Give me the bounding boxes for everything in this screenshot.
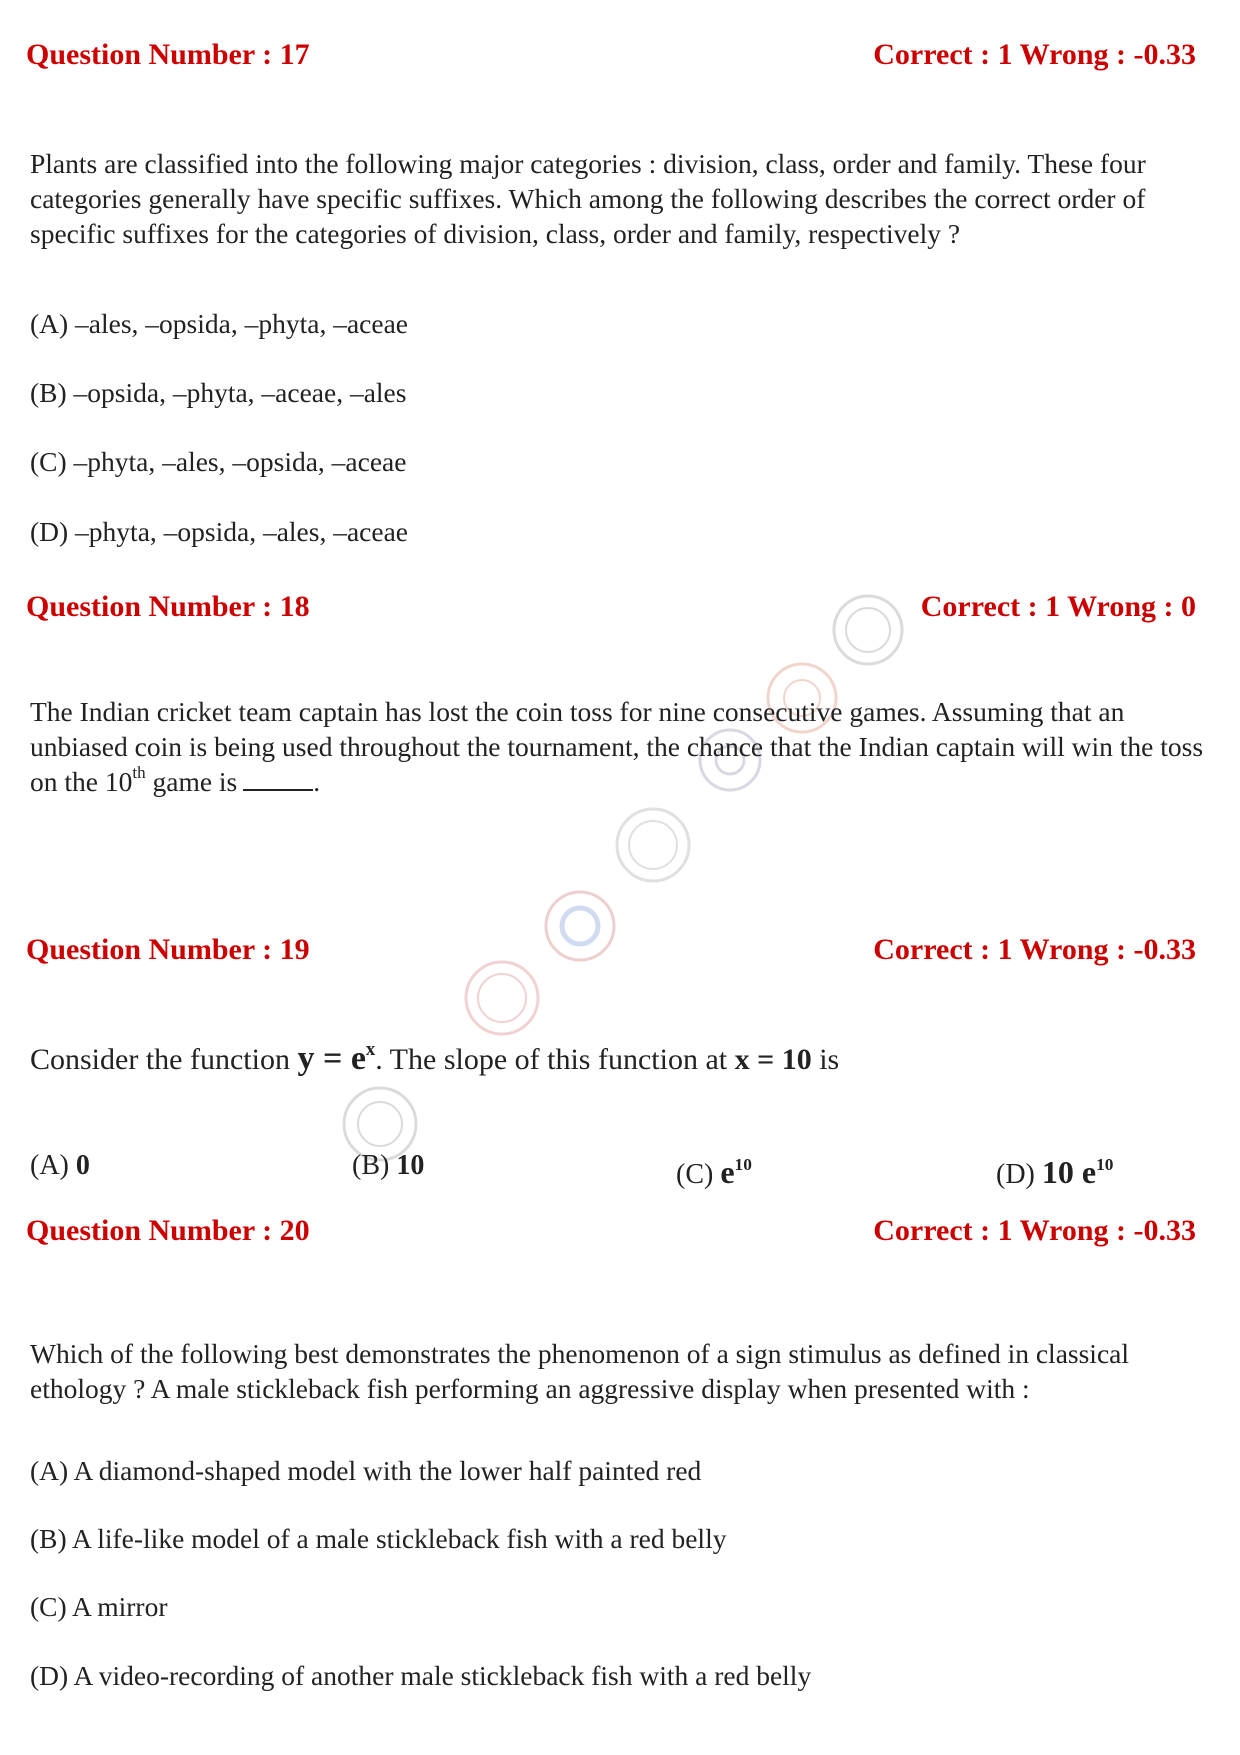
function-expression: y = e: [297, 1040, 366, 1077]
question-17-option-a: (A) –ales, –opsida, –phyta, –aceae: [30, 308, 408, 339]
option-exponent: 10: [734, 1155, 752, 1175]
question-20-marking: Correct : 1 Wrong : -0.33: [873, 1214, 1196, 1247]
question-20-option-c: (C) A mirror: [30, 1591, 168, 1622]
option-exponent: 10: [1096, 1155, 1114, 1175]
answer-blank: [243, 788, 313, 791]
seal-icon: [466, 962, 538, 1034]
question-17-option-d: (D) –phyta, –opsida, –ales, –aceae: [30, 516, 408, 547]
question-18-text: [30, 694, 1220, 799]
option-label: (B): [352, 1150, 397, 1181]
option-value: e: [720, 1154, 735, 1190]
question-18-period: .: [313, 766, 321, 797]
option-value: 10 e: [1041, 1154, 1097, 1190]
question-20-option-d: (D) A video-recording of another male stickleback fish with a red belly: [30, 1660, 812, 1691]
question-17-option-c: (C) –phyta, –ales, –opsida, –aceae: [30, 446, 407, 477]
option-label: (A): [30, 1150, 76, 1181]
question-17-marking: Correct : 1 Wrong : -0.33: [873, 38, 1196, 71]
question-18-text-tail: game is: [145, 766, 238, 797]
seal-icon: [617, 809, 689, 881]
question-19-number: Question Number : 19: [26, 933, 310, 966]
question-18-text-main: The Indian cricket team captain has lost the coin toss for nine consecutive games. Assuming that an unbiased coin is being used throughout the tournament, the chance that the Indian captain will win the toss on the 10: [30, 696, 1204, 797]
seal-icon: [546, 892, 614, 960]
question-19-option-a: [30, 1150, 90, 1182]
option-value: 0: [75, 1150, 90, 1181]
question-20-number: Question Number : 20: [26, 1214, 310, 1247]
question-17-option-b: (B) –opsida, –phyta, –aceae, –ales: [30, 377, 407, 408]
function-exponent: x: [365, 1039, 376, 1061]
question-19-end: is: [811, 1043, 840, 1076]
question-18-marking: Correct : 1 Wrong : 0: [920, 590, 1196, 623]
question-19-option-d: [996, 1154, 1113, 1191]
x-value: x = 10: [734, 1043, 812, 1076]
question-19-option-b: [352, 1150, 424, 1182]
question-19-option-c: [676, 1154, 752, 1191]
question-20-text: Which of the following best demonstrates the phenomenon of a sign stimulus as defined in classical ethology ? A male stickleback fish performing an aggressive display when presented with :: [30, 1338, 1129, 1404]
question-18-number: Question Number : 18: [26, 590, 310, 623]
option-value: 10: [396, 1150, 425, 1181]
question-19-text: [30, 1040, 839, 1078]
question-20-option-b: (B) A life-like model of a male stickleback fish with a red belly: [30, 1523, 727, 1554]
option-label: (D): [996, 1159, 1042, 1190]
question-17-text: Plants are classified into the following major categories : division, class, order and family. These four categories generally have specific suffixes. Which among the following describes the correct order of specific suffixes for the categories of division, class, order and family, respectively ?: [30, 148, 1146, 249]
option-label: (C): [676, 1159, 721, 1190]
seal-icon: [834, 596, 902, 664]
question-19-mid: . The slope of this function at: [375, 1043, 735, 1076]
question-20-option-a: (A) A diamond-shaped model with the lower half painted red: [30, 1455, 702, 1486]
question-17-number: Question Number : 17: [26, 38, 310, 71]
question-19-marking: Correct : 1 Wrong : -0.33: [873, 933, 1196, 966]
question-19-intro: Consider the function: [30, 1043, 298, 1076]
question-18-superscript: th: [132, 763, 146, 783]
